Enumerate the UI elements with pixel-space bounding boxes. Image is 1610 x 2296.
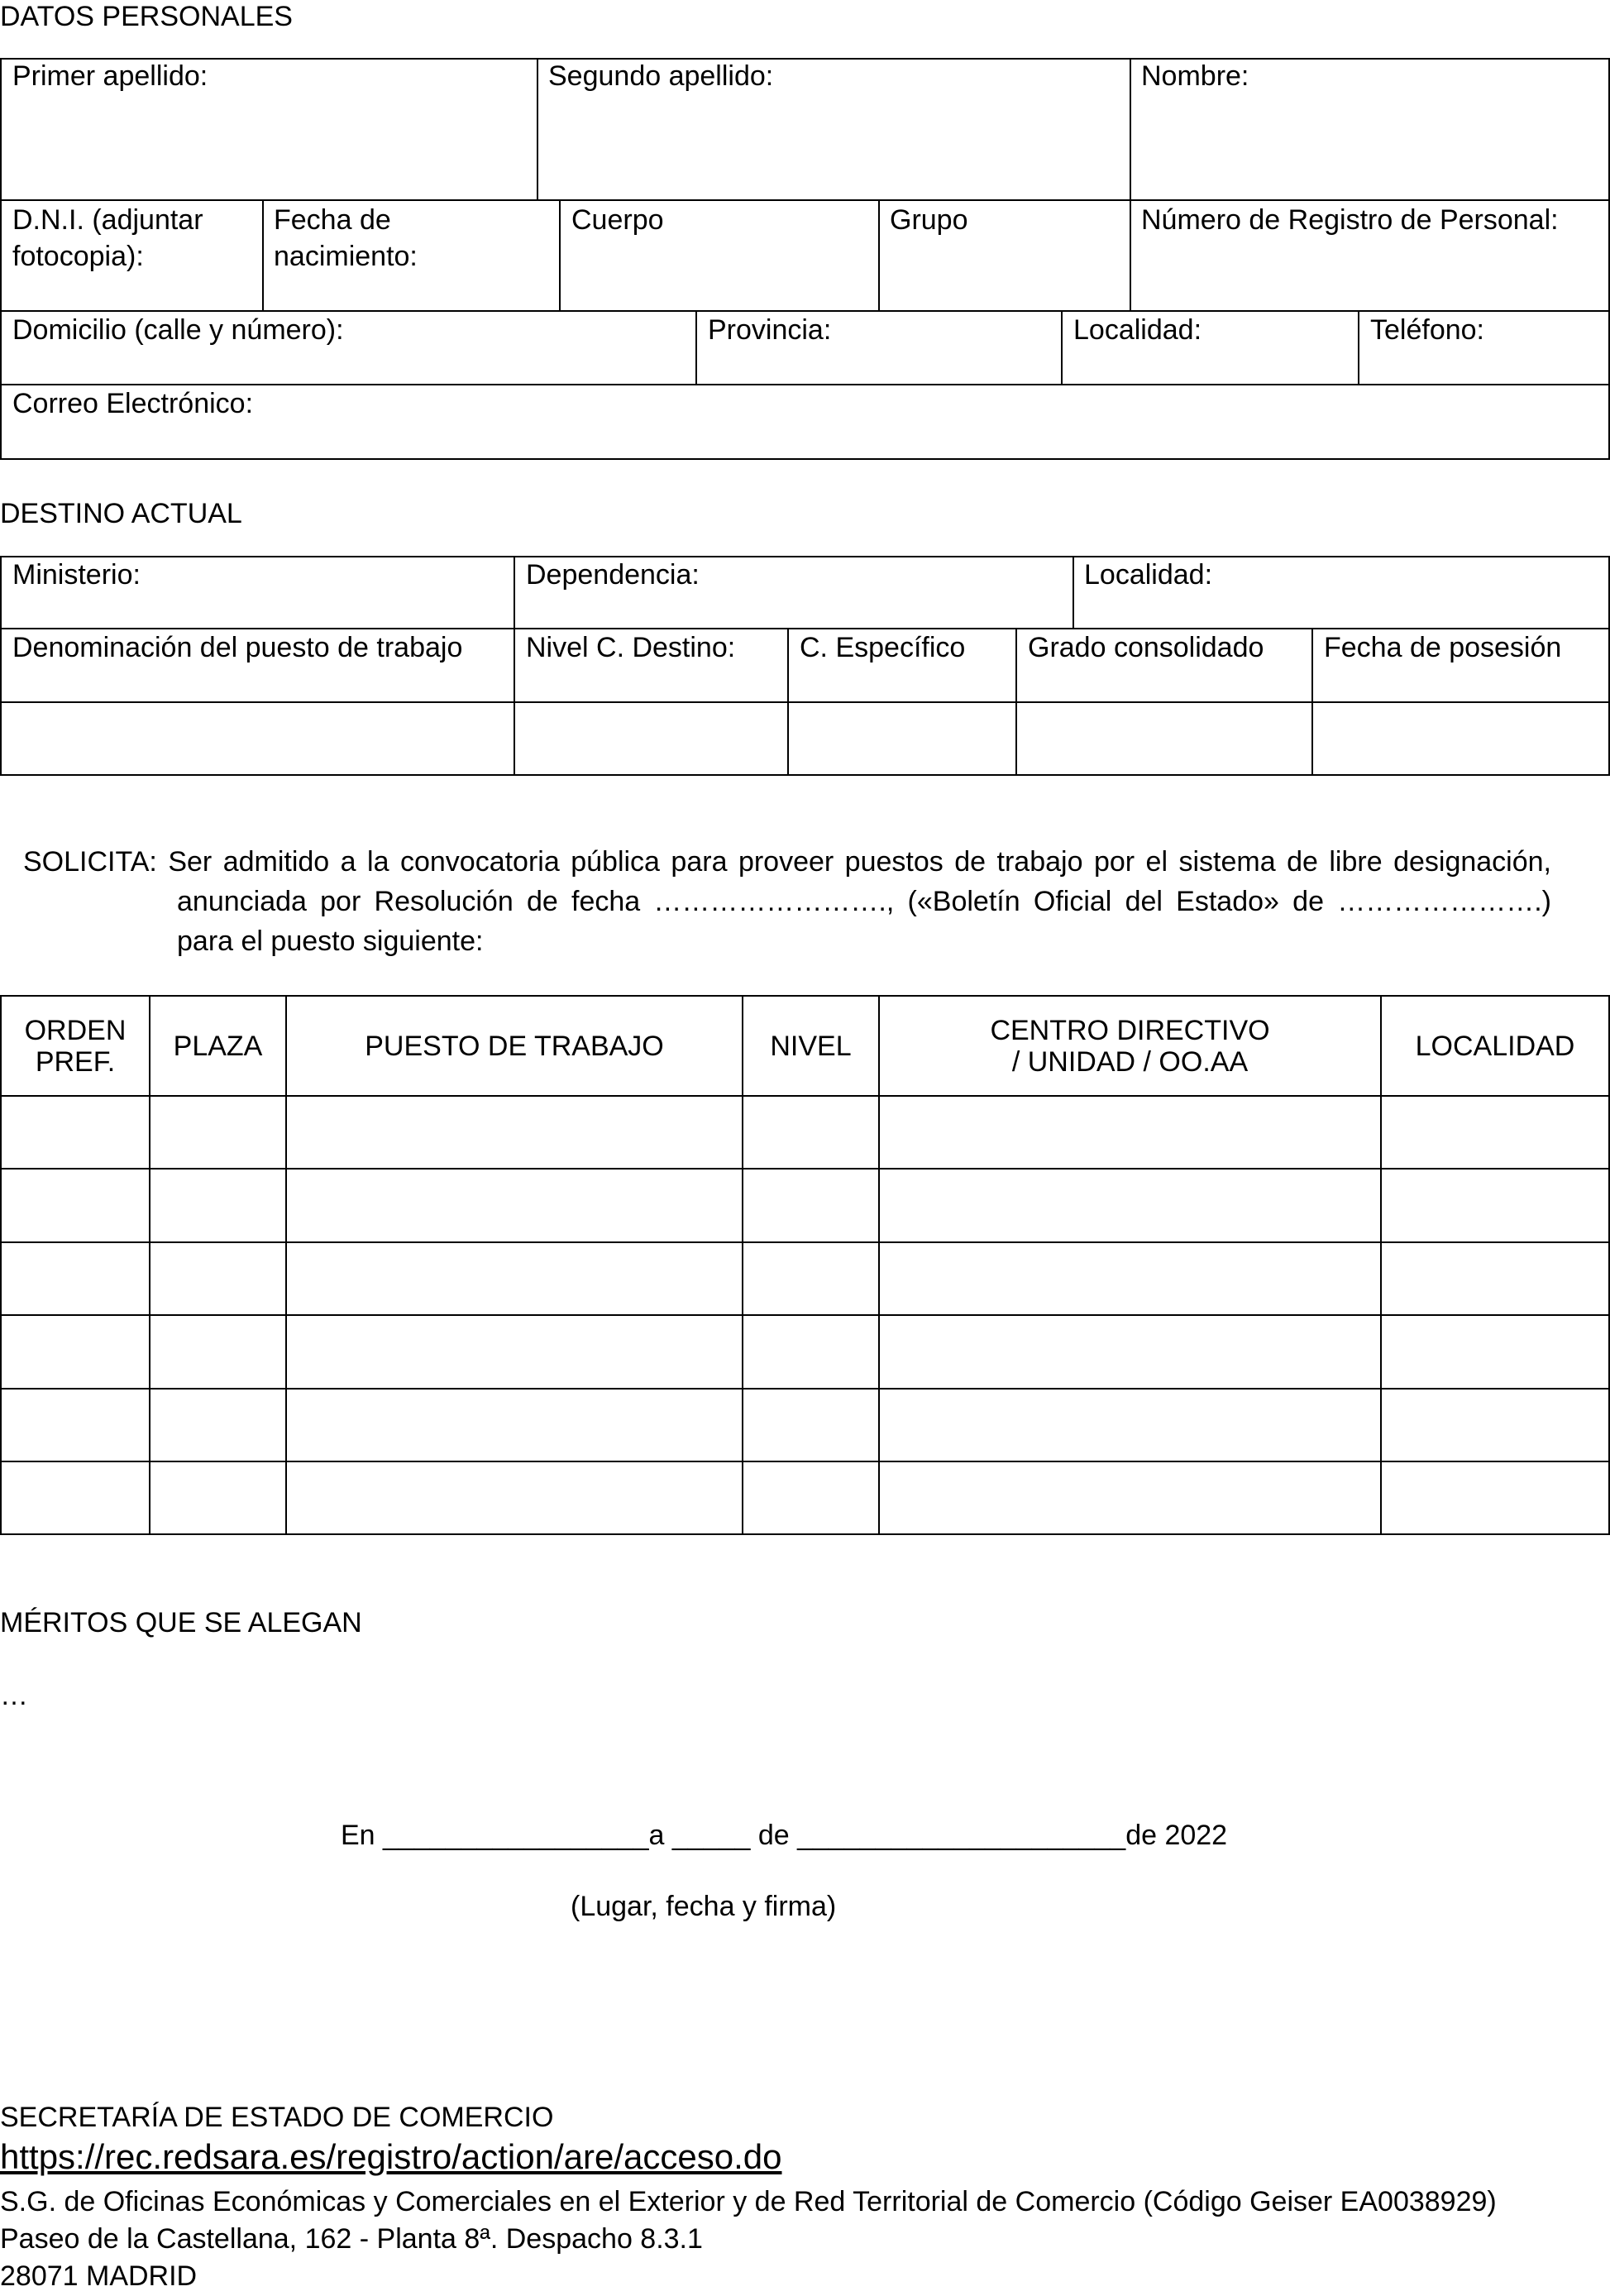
col-divider [514,556,515,776]
centro-header-line1: CENTRO DIRECTIVO [990,1014,1270,1046]
row-divider [0,1168,1610,1170]
row-divider [0,1241,1610,1243]
firma-caption: (Lugar, fecha y firma) [571,1891,837,1922]
meritos-heading: MÉRITOS QUE SE ALEGAN [0,1607,362,1638]
col-divider [559,199,561,311]
orden-pref-header [2,997,149,1095]
col-divider [878,199,880,311]
dni-field-line1[interactable]: D.N.I. (adjuntar [12,204,203,236]
primer-apellido-field[interactable]: Primer apellido: [12,60,208,92]
localidad-header: LOCALIDAD [1415,1030,1575,1062]
destino-actual-heading: DESTINO ACTUAL [0,498,242,529]
row-divider [0,1461,1610,1462]
footer-org: SECRETARÍA DE ESTADO DE COMERCIO [0,2102,554,2133]
grupo-field[interactable]: Grupo [890,204,968,236]
solicita-line3: para el puesto siguiente: [177,926,484,957]
centro-directivo-header [880,997,1380,1095]
col-divider [1130,199,1131,311]
col-divider [537,58,538,200]
nombre-field[interactable]: Nombre: [1141,60,1249,92]
datos-personales-heading: DATOS PERSONALES [0,1,293,32]
row-divider [0,199,1610,201]
nrp-field[interactable]: Número de Registro de Personal: [1141,204,1559,236]
dependencia-field[interactable]: Dependencia: [526,559,700,591]
col-divider [787,628,789,776]
destino-localidad-field[interactable]: Localidad: [1084,559,1213,591]
solicita-line1: SOLICITA: Ser admitido a la convocatoria pública para proveer puestos de trabajo por el sistema de libre designación, [23,846,1551,878]
nivel-header: NIVEL [770,1030,852,1062]
row-divider [0,1388,1610,1390]
fecha-nacimiento-line2[interactable]: nacimiento: [274,241,418,272]
fecha-nacimiento-line1[interactable]: Fecha de [274,204,391,236]
footer-city: 28071 MADRID [0,2260,198,2292]
registro-link[interactable]: https://rec.redsara.es/registro/action/are/acceso.do [0,2137,782,2176]
centro-header-line2: / UNIDAD / OO.AA [1011,1045,1249,1078]
ministerio-field[interactable]: Ministerio: [12,559,141,591]
col-divider [1015,628,1017,776]
footer-sg: S.G. de Oficinas Económicas y Comerciales en el Exterior y de Red Territorial de Comercio (Código Geiser EA0038929) [0,2186,1497,2217]
localidad-field[interactable]: Localidad: [1073,314,1202,346]
segundo-apellido-field[interactable]: Segundo apellido: [548,60,774,92]
correo-field[interactable]: Correo Electrónico: [12,388,254,419]
row-divider [0,1314,1610,1316]
row-divider [0,1095,1610,1097]
telefono-field[interactable]: Teléfono: [1370,314,1484,346]
solicita-paragraph [23,842,1551,961]
provincia-field[interactable]: Provincia: [708,314,832,346]
col-divider [1358,310,1359,385]
row-divider [0,701,1610,703]
especifico-header: C. Específico [800,632,966,663]
col-divider [1311,628,1313,776]
col-divider [1061,310,1063,385]
dni-field-line2[interactable]: fotocopia): [12,241,144,272]
lugar-fecha-line[interactable]: En _________________a _____ de _____________________de 2022 [341,1820,1228,1851]
puesto-trabajo-header: PUESTO DE TRABAJO [365,1030,664,1062]
plaza-header: PLAZA [173,1030,263,1062]
orden-header-line1: ORDEN [24,1014,127,1046]
col-divider [1130,58,1131,200]
fecha-posesion-header: Fecha de posesión [1324,632,1562,663]
meritos-content[interactable]: … [0,1680,28,1711]
cuerpo-field[interactable]: Cuerpo [571,204,664,236]
grado-header: Grado consolidado [1028,632,1264,663]
col-divider [262,199,264,311]
denominacion-header: Denominación del puesto de trabajo [12,632,463,663]
orden-header-line2: PREF. [35,1045,116,1078]
solicita-line2: anunciada por Resolución de fecha ……………………., («Boletín Oficial del Estado» de ………………….) [177,886,1551,917]
nivel-destino-header: Nivel C. Destino: [526,632,736,663]
destino-actual-table [0,556,1610,776]
col-divider [1073,556,1074,629]
footer-address: Paseo de la Castellana, 162 - Planta 8ª. Despacho 8.3.1 [0,2223,703,2255]
domicilio-field[interactable]: Domicilio (calle y número): [12,314,344,346]
col-divider [695,310,697,385]
